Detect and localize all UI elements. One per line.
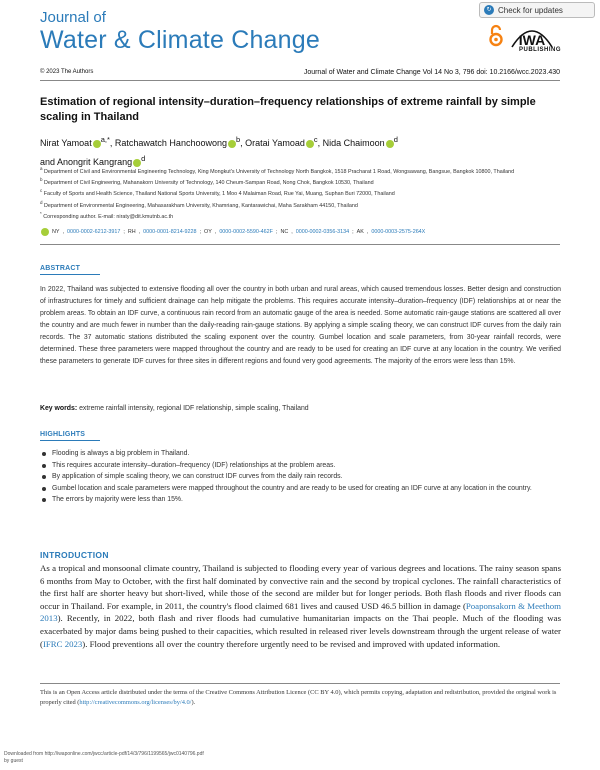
keywords-label: Key words: (40, 405, 78, 412)
download-note (4, 751, 204, 764)
abstract-text: In 2022, Thailand was subjected to extensive flooding all over the country in both urban and rural areas, which caused tremendous losses. Better design and construction of infrastructures for timely and sufficient drainage can help mitigate the problems. This requires accurate intensity–duration–frequency (IDF) relationships at or near the problem areas. To obtain an IDF curve, a continuous rain record from an automatic gauge of the area is needed. Some automatic rain-gauge stations are scattered all over the country and are much fewer in number than the daily-reading rain-gauge stations. By applying a simple scaling theory, we can construct IDF curves from the daily rain records. The 37 automatic stations distributed the scaling exponent over the country. Gumbel location and scale parameters, from 30-year rainfall records, were determined. These three parameters were mapped throughout the country and are ready to be used for creating an IDF curve at any location in the country. We verified these parameters to generate IDF curves for three sites in different regions and found very good agreements. The majority of the errors were less than 15%. (40, 286, 561, 365)
introduction-text: As a tropical and monsoonal climate country, Thailand is subjected to flooding every year of various degrees and locations. The rainy season spans 6 months from May to October, with the first half dominated by convective rain and the second by tropical cyclones. The rainfall characteristics of the first half are shorter heavy but short-lived, while those of the second are milder but for longer periods. Both flash floods and river floods can occur in Thailand. For example, in 2011, the country's flood claimed 681 lives and caused USD 46.5 billion in damage (Poaponsakorn & Meethom 2013). Recently, in 2022, both flash and river floods had cumulative humanitarian impacts on the Thai people. Much of the flooding was exacerbated by major dams being pushed to their capacities, which resulted in released river levels downstream through the urgent release of water (IFRC 2023). Flood preventions all over the country therefore urgently need to be revised and improved with updated information. (40, 563, 562, 649)
citation: Journal of Water and Climate Change Vol 14 No 3, 796 doi: 10.2166/wcc.2023.430 (303, 69, 560, 76)
publisher-name: PUBLISHING (519, 47, 562, 53)
author-list: Nirat Yamoat $^{a,*}$, Ratchawatch Hanchoowong $^b$, Oratai Yamoad $^c$, Nida Chaimoon $^d$ and Anongrit Kangrang $^d$ (40, 135, 398, 167)
check-for-updates-button[interactable] (479, 2, 595, 18)
journal-prefix: Journal of (40, 9, 106, 26)
orcid-link[interactable]: 0000-0002-6212-3917 (67, 229, 121, 235)
license-divider (40, 683, 560, 684)
orcid-icon[interactable] (386, 140, 394, 148)
author-name: Oratai Yamoad (245, 138, 305, 148)
section-divider (40, 244, 560, 245)
author-name: Ratchawatch Hanchoowong (114, 138, 227, 148)
highlight-item: The errors by majority were less than 15%. (40, 494, 560, 506)
highlights-heading: HIGHLIGHTS (40, 431, 86, 438)
author-affil-mark: d (393, 135, 398, 144)
license-note: This is an Open Access article distributed under the terms of the Creative Commons Attribution Licence (CC BY 4.0), which permits copying, adaptation and redistribution, provided the original work is properly cited (http://creativecommons.org/licenses/by/4.0/). (40, 689, 557, 706)
highlights-list (40, 448, 560, 506)
refresh-icon: ↻ (484, 5, 494, 15)
affiliations (40, 165, 560, 221)
orcid-icon[interactable] (228, 140, 236, 148)
author-affil-mark: d (141, 154, 146, 163)
citation-link[interactable]: IFRC 2023 (42, 638, 83, 649)
highlight-item: Flooding is always a big problem in Thailand. (40, 448, 560, 460)
journal-name: Water & Climate Change (40, 26, 320, 54)
author-affil-mark: c (313, 135, 318, 144)
orcid-icon[interactable] (306, 140, 314, 148)
orcid-link[interactable]: 0000-0002-0356-3134 (295, 229, 350, 235)
author-affil-mark: b (235, 135, 241, 144)
abstract-heading: ABSTRACT (40, 265, 81, 272)
affiliation-item: * Corresponding author. E-mail: niraty@dit.kmutnb.ac.th (40, 210, 174, 220)
orcid-initials: NY (52, 229, 60, 235)
article-title: Estimation of regional intensity–duration–frequency relationships of extreme rainfall by simple scaling in Thailand (40, 96, 536, 123)
orcid-list: NY , 0000-0002-6212-3917 ; RH , 0000-0001-8214-9228 ; OY , 0000-0002-5590-462F ; NC , 0000-0002-0356-3134 ; AK , 0000-0003-2575-264X (40, 228, 570, 236)
affiliation-item: $^c$ Faculty of Sports and Health Science, Thailand National Sports University, 1 Moo 4 Malaiman Road, Rue Yai, Muang, Suphan Buri 72000, Thailand (40, 188, 395, 198)
author-name: Anongrit Kangrang (57, 157, 133, 167)
keywords (40, 405, 560, 412)
header-divider (40, 80, 560, 81)
iwa-publishing-logo (510, 21, 554, 49)
introduction-heading: INTRODUCTION (40, 550, 109, 560)
license-link[interactable]: http://creativecommons.org/licenses/by/4.0/ (79, 699, 192, 706)
orcid-link[interactable]: 0000-0002-5590-462F (219, 229, 273, 235)
affiliation-item: $^a$ Department of Civil and Environmental Engineering Technology, King Mongkut's University of Technology North Bangkok, 1518 Pracharat 1 Road, Wongsawang, Bangsue, Bangkok 10800, Thailand (40, 166, 515, 175)
highlight-item: Gumbel location and scale parameters were mapped throughout the country and are ready to be used for creating an IDF curve at any location in the country. (40, 483, 560, 495)
affiliation-item: $^d$ Department of Environmental Engineering, Mahasarakham University, Khamriang, Kantarawichai, Maha Sarakham 44150, Thailand (40, 199, 358, 209)
orcid-link[interactable]: 0000-0003-2575-264X (371, 229, 426, 235)
orcid-initials: NC (280, 229, 289, 235)
affiliation-item: $^b$ Department of Civil Engineering, Mahanakorn University of Technology, 140 Cheum-Sampan Road, Nong Chok, Bangkok 10530, Thailand (40, 177, 374, 186)
orcid-link[interactable]: 0000-0001-8214-9228 (143, 229, 197, 235)
orcid-icon[interactable] (93, 140, 101, 148)
open-access-icon (488, 24, 504, 48)
orcid-initials: RH (127, 229, 136, 235)
orcid-initials: OY (204, 229, 212, 235)
author-name: Nida Chaimoon (322, 138, 385, 148)
citation-link[interactable]: Poaponsakorn & Meethom 2013 (40, 600, 562, 624)
orcid-initials: AK (356, 229, 364, 235)
author-name: Nirat Yamoat (40, 138, 92, 148)
highlight-item: By application of simple scaling theory, we can construct IDF curves from the daily rain records. (40, 471, 560, 483)
author-affil-mark: a,* (100, 135, 110, 144)
copyright: © 2023 The Authors (40, 69, 94, 75)
check-for-updates-label: Check for updates (498, 5, 563, 15)
download-url: Downloaded from http://iwaponline.com/jwcc/article-pdf/14/3/796/1199565/jwc0140796.pdf (4, 751, 204, 757)
orcid-icon (41, 228, 49, 236)
highlights-heading-underline (40, 440, 100, 441)
highlight-item: This requires accurate intensity–duration–frequency (IDF) relationships at the problem areas. (40, 460, 560, 472)
download-user: by guest (4, 757, 23, 764)
iwa-logo-text: IWA (518, 32, 546, 48)
keywords-text: extreme rainfall intensity, regional IDF relationship, simple scaling, Thailand (79, 405, 309, 412)
abstract-heading-underline (40, 274, 100, 275)
